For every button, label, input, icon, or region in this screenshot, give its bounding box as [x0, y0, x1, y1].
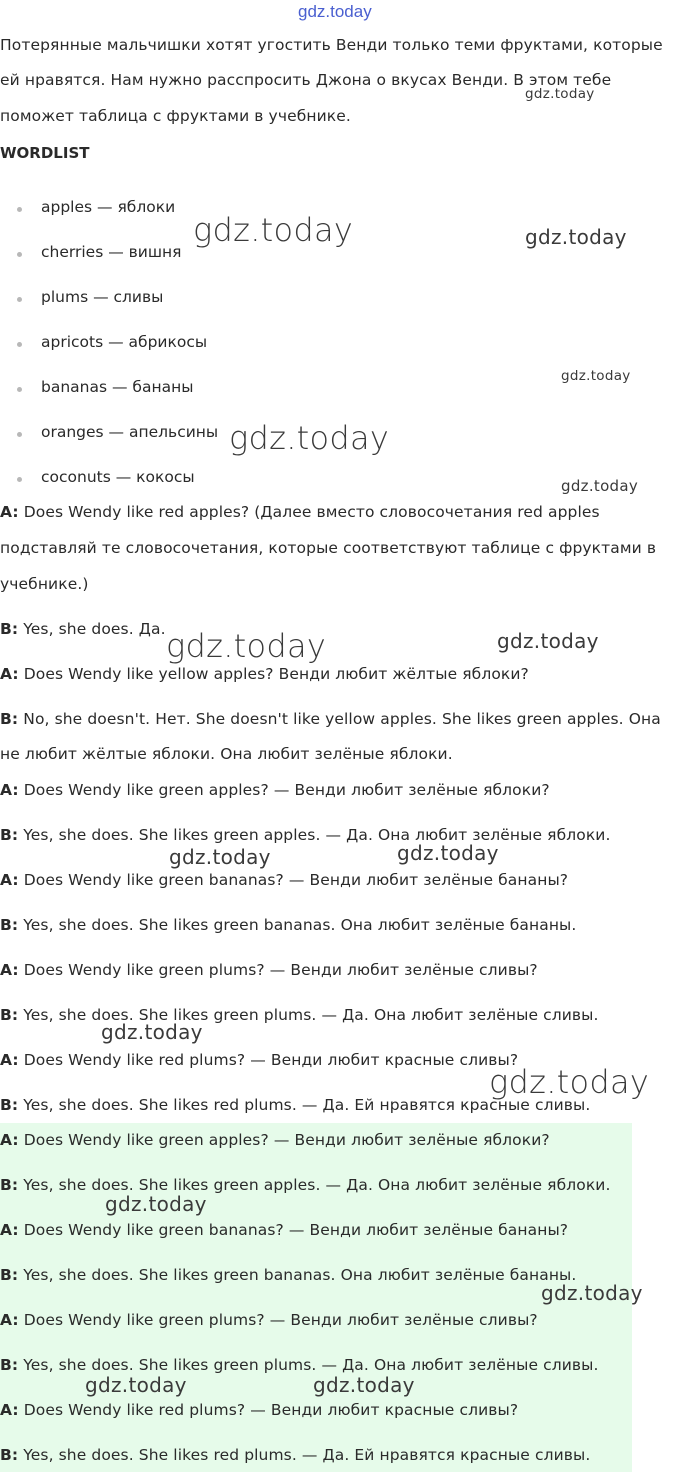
line-text: Yes, she does. Да. [18, 620, 166, 638]
speaker-label: A: [0, 961, 19, 979]
line-text: No, she doesn't. Нет. She doesn't like yellow apples. She likes green apples. Она [18, 710, 661, 728]
intro-line: Потерянные мальчишки хотят угостить Венди только теми фруктами, которые [0, 36, 663, 54]
bullet-icon [17, 342, 22, 347]
dialogue-line [0, 1050, 518, 1070]
watermark: gdz.today [525, 86, 595, 102]
dialogue-line [0, 574, 89, 594]
dialogue-line [0, 1355, 599, 1375]
dialogue-line [0, 1265, 576, 1285]
watermark: gdz.today [313, 1373, 415, 1397]
dialogue-line [0, 538, 656, 558]
dialogue-line [0, 1005, 599, 1025]
bullet-icon [17, 387, 22, 392]
line-text: Does Wendy like yellow apples? Венди любит жёлтые яблоки? [18, 665, 529, 683]
dialogue-line [0, 915, 576, 935]
speaker-label: B: [0, 916, 19, 934]
wordlist-item: cherries — вишня [41, 243, 182, 261]
watermark: gdz.today [541, 1281, 643, 1305]
speaker-label: B: [0, 1096, 19, 1114]
dialogue-line [0, 1310, 538, 1330]
speaker-label: B: [0, 1446, 19, 1464]
speaker-label: A: [0, 665, 19, 683]
watermark: gdz.today [101, 1020, 203, 1044]
watermark: gdz.today [489, 1063, 650, 1101]
line-text: Does Wendy like red plums? — Венди любит красные сливы? [18, 1401, 519, 1419]
watermark: gdz.today [85, 1373, 187, 1397]
line-text: Does Wendy like green plums? — Венди любит зелёные сливы? [18, 961, 538, 979]
line-text: Yes, she does. She likes green apples. — Да. Она любит зелёные яблоки. [18, 1176, 611, 1194]
speaker-label: A: [0, 1401, 19, 1419]
speaker-label: B: [0, 1266, 19, 1284]
wordlist-item: oranges — апельсины [41, 423, 219, 441]
line-text: Does Wendy like green apples? — Венди любит зелёные яблоки? [18, 781, 550, 799]
line-text: Does Wendy like green apples? — Венди любит зелёные яблоки? [18, 1131, 550, 1149]
wordlist-item: plums — сливы [41, 288, 164, 306]
line-text: Does Wendy like green bananas? — Венди любит зелёные бананы? [18, 1221, 569, 1239]
speaker-label: B: [0, 710, 19, 728]
speaker-label: B: [0, 620, 19, 638]
line-text: Yes, she does. She likes green plums. — Да. Она любит зелёные сливы. [18, 1356, 599, 1374]
intro-line: поможет таблица с фруктами в учебнике. [0, 107, 351, 125]
line-text: Does Wendy like green bananas? — Венди любит зелёные бананы? [18, 871, 569, 889]
dialogue-line [0, 1220, 568, 1240]
watermark: gdz.today [397, 841, 499, 865]
bullet-icon [17, 432, 22, 437]
watermark: gdz.today [193, 211, 354, 249]
watermark: gdz.today [561, 368, 631, 384]
line-text: подставляй те словосочетания, которые соответствуют таблице с фруктами в [0, 539, 657, 557]
speaker-label: A: [0, 1051, 19, 1069]
watermark: gdz.today [561, 477, 639, 495]
dialogue-line [0, 1400, 518, 1420]
line-text: Yes, she does. She likes green bananas. Она любит зелёные бананы. [18, 916, 577, 934]
line-text: Yes, she does. She likes red plums. — Да. Ей нравятся красные сливы. [18, 1096, 591, 1114]
line-text: Yes, she does. She likes green plums. — Да. Она любит зелёные сливы. [18, 1006, 599, 1024]
line-text: не любит жёлтые яблоки. Она любит зелёные яблоки. [0, 745, 453, 763]
speaker-label: B: [0, 826, 19, 844]
watermark: gdz.today [229, 419, 390, 457]
speaker-label: B: [0, 1006, 19, 1024]
speaker-label: A: [0, 1311, 19, 1329]
dialogue-line [0, 1130, 550, 1150]
site-link[interactable]: gdz.today [298, 2, 372, 21]
speaker-label: B: [0, 1176, 19, 1194]
line-text: Does Wendy like red apples? (Далее вместо словосочетания red apples [18, 503, 600, 521]
dialogue-line [0, 502, 600, 522]
intro-line: ей нравятся. Нам нужно расспросить Джона о вкусах Венди. В этом тебе [0, 71, 612, 89]
dialogue-line [0, 1175, 611, 1195]
bullet-icon [17, 207, 22, 212]
bullet-icon [17, 297, 22, 302]
dialogue-line [0, 619, 166, 639]
dialogue-line [0, 744, 453, 764]
line-text: учебнике.) [0, 575, 89, 593]
dialogue-line [0, 709, 661, 729]
speaker-label: A: [0, 871, 19, 889]
line-text: Yes, she does. She likes green bananas. Она любит зелёные бананы. [18, 1266, 577, 1284]
dialogue-line [0, 825, 611, 845]
wordlist-item: apples — яблоки [41, 198, 176, 216]
dialogue-line [0, 960, 538, 980]
line-text: Yes, she does. She likes red plums. — Да. Ей нравятся красные сливы. [18, 1446, 591, 1464]
watermark: gdz.today [497, 629, 599, 653]
wordlist-item: coconuts — кокосы [41, 468, 195, 486]
line-text: Does Wendy like green plums? — Венди любит зелёные сливы? [18, 1311, 538, 1329]
speaker-label: A: [0, 503, 19, 521]
watermark: gdz.today [105, 1192, 207, 1216]
speaker-label: B: [0, 1356, 19, 1374]
dialogue-line [0, 1445, 590, 1465]
dialogue-line [0, 870, 568, 890]
line-text: Yes, she does. She likes green apples. — Да. Она любит зелёные яблоки. [18, 826, 611, 844]
wordlist-item: bananas — бананы [41, 378, 194, 396]
watermark: gdz.today [169, 845, 271, 869]
speaker-label: A: [0, 1131, 19, 1149]
line-text: Does Wendy like red plums? — Венди любит красные сливы? [18, 1051, 519, 1069]
speaker-label: A: [0, 781, 19, 799]
watermark: gdz.today [525, 225, 627, 249]
watermark: gdz.today [166, 627, 327, 665]
speaker-label: A: [0, 1221, 19, 1239]
bullet-icon [17, 477, 22, 482]
wordlist-item: apricots — абрикосы [41, 333, 208, 351]
wordlist-heading: WORDLIST [0, 144, 90, 162]
dialogue-line [0, 664, 529, 684]
dialogue-line [0, 780, 550, 800]
bullet-icon [17, 252, 22, 257]
